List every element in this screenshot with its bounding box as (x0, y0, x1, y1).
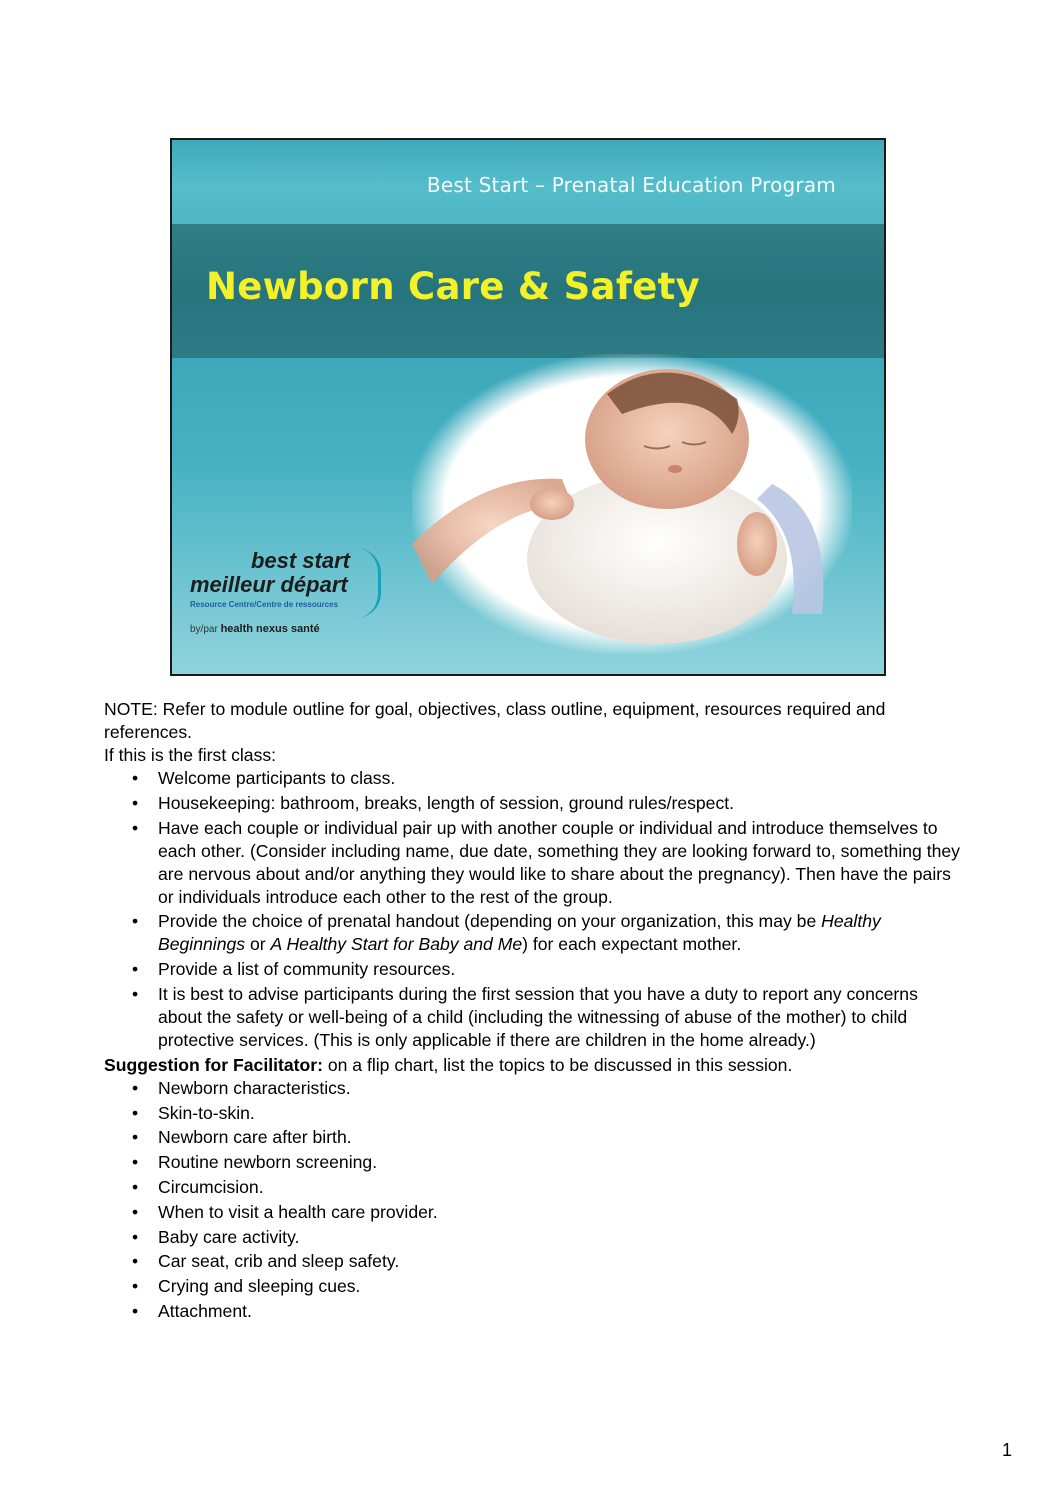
facilitator-suggestion: Suggestion for Facilitator: on a flip chart, list the topics to be discussed in this session. (104, 1054, 793, 1075)
facilitator-suggestion-label: Suggestion for Facilitator: (104, 1054, 323, 1075)
best-start-logo (190, 548, 390, 635)
list-item: • Housekeeping: bathroom, breaks, length of session, ground rules/respect. (132, 792, 735, 813)
list-item: • Provide a list of community resources. (132, 959, 456, 980)
slide-thumbnail (170, 138, 886, 676)
note-text: NOTE: Refer to module outline for goal, objectives, class outline, equipment, resources required and references. (104, 699, 886, 742)
bullet-icon: • (132, 1102, 139, 1123)
newborn-photo-illustration (412, 354, 852, 654)
topic-item: • Newborn care after birth. (132, 1127, 352, 1148)
topic-item: • Skin-to-skin. (132, 1102, 255, 1123)
bullet-icon: • (132, 1226, 139, 1247)
logo-line-meilleur-depart: meilleur départ (190, 572, 348, 597)
handout-title-healthy-start: A Healthy Start for Baby and Me (270, 934, 523, 955)
logo-line-resource-centre: Resource Centre/Centre de ressources (190, 600, 339, 609)
topics-list (104, 1077, 964, 1323)
topic-item: • Baby care activity. (132, 1226, 300, 1247)
bullet-icon: • (132, 911, 139, 932)
bullet-icon: • (132, 1127, 139, 1148)
handout-title-healthy-beginnings: Healthy Beginnings (158, 911, 881, 955)
first-class-list (104, 767, 964, 1052)
bullet-icon: • (132, 1152, 139, 1173)
logo-by-par: by/par (190, 624, 218, 635)
topic-item: • Newborn characteristics. (132, 1077, 351, 1098)
topic-item: • Attachment. (132, 1300, 252, 1321)
list-item: • Welcome participants to class. (132, 768, 396, 788)
topic-item: • Routine newborn screening. (132, 1152, 378, 1173)
first-class-intro: If this is the first class: (104, 745, 277, 765)
bullet-icon: • (132, 792, 139, 813)
list-item: • Have each couple or individual pair up with another couple or individual and introduce themselves to each other. (Consider including name, due date, something they are looking forward to, something they are nervous about and/or anything they would like to share about the pregnancy). Then have the pairs or individuals introduce each other to the rest of the group. (132, 817, 960, 907)
bullet-icon: • (132, 1176, 139, 1197)
logo-line-health-nexus (190, 623, 390, 635)
topic-item: • Car seat, crib and sleep safety. (132, 1251, 400, 1272)
logo-line-best-start: best start (250, 548, 350, 573)
bullet-icon: • (132, 1300, 139, 1321)
bullet-icon: • (132, 768, 139, 788)
list-item: • Provide the choice of prenatal handout (depending on your organization, this may be Healthy Beginnings or A Healthy Start for Baby and Me) for each expectant mother. (132, 911, 881, 955)
bullet-icon: • (132, 983, 139, 1004)
speaker-notes (104, 698, 964, 1325)
program-title: Best Start – Prenatal Education Program (426, 173, 836, 197)
bullet-icon: • (132, 1201, 139, 1222)
newborn-photo (412, 354, 852, 654)
topic-item: • Circumcision. (132, 1176, 264, 1197)
topic-item: • Crying and sleeping cues. (132, 1276, 361, 1297)
bullet-icon: • (132, 959, 139, 980)
slide-title: Newborn Care & Safety (206, 265, 701, 308)
bullet-icon: • (132, 817, 139, 838)
list-item: • It is best to advise participants during the first session that you have a duty to report any concerns about the safety or well-being of a child (including the witnessing of abuse of the mother) to child protective services. (This is only applicable if there are children in the home already.) (132, 983, 918, 1050)
bullet-icon: • (132, 1251, 139, 1272)
page-number: 1 (1001, 1440, 1012, 1460)
bullet-icon: • (132, 1077, 139, 1098)
bullet-icon: • (132, 1276, 139, 1297)
topic-item: • When to visit a health care provider. (132, 1201, 438, 1222)
logo-health-nexus: health nexus santé (220, 623, 320, 635)
